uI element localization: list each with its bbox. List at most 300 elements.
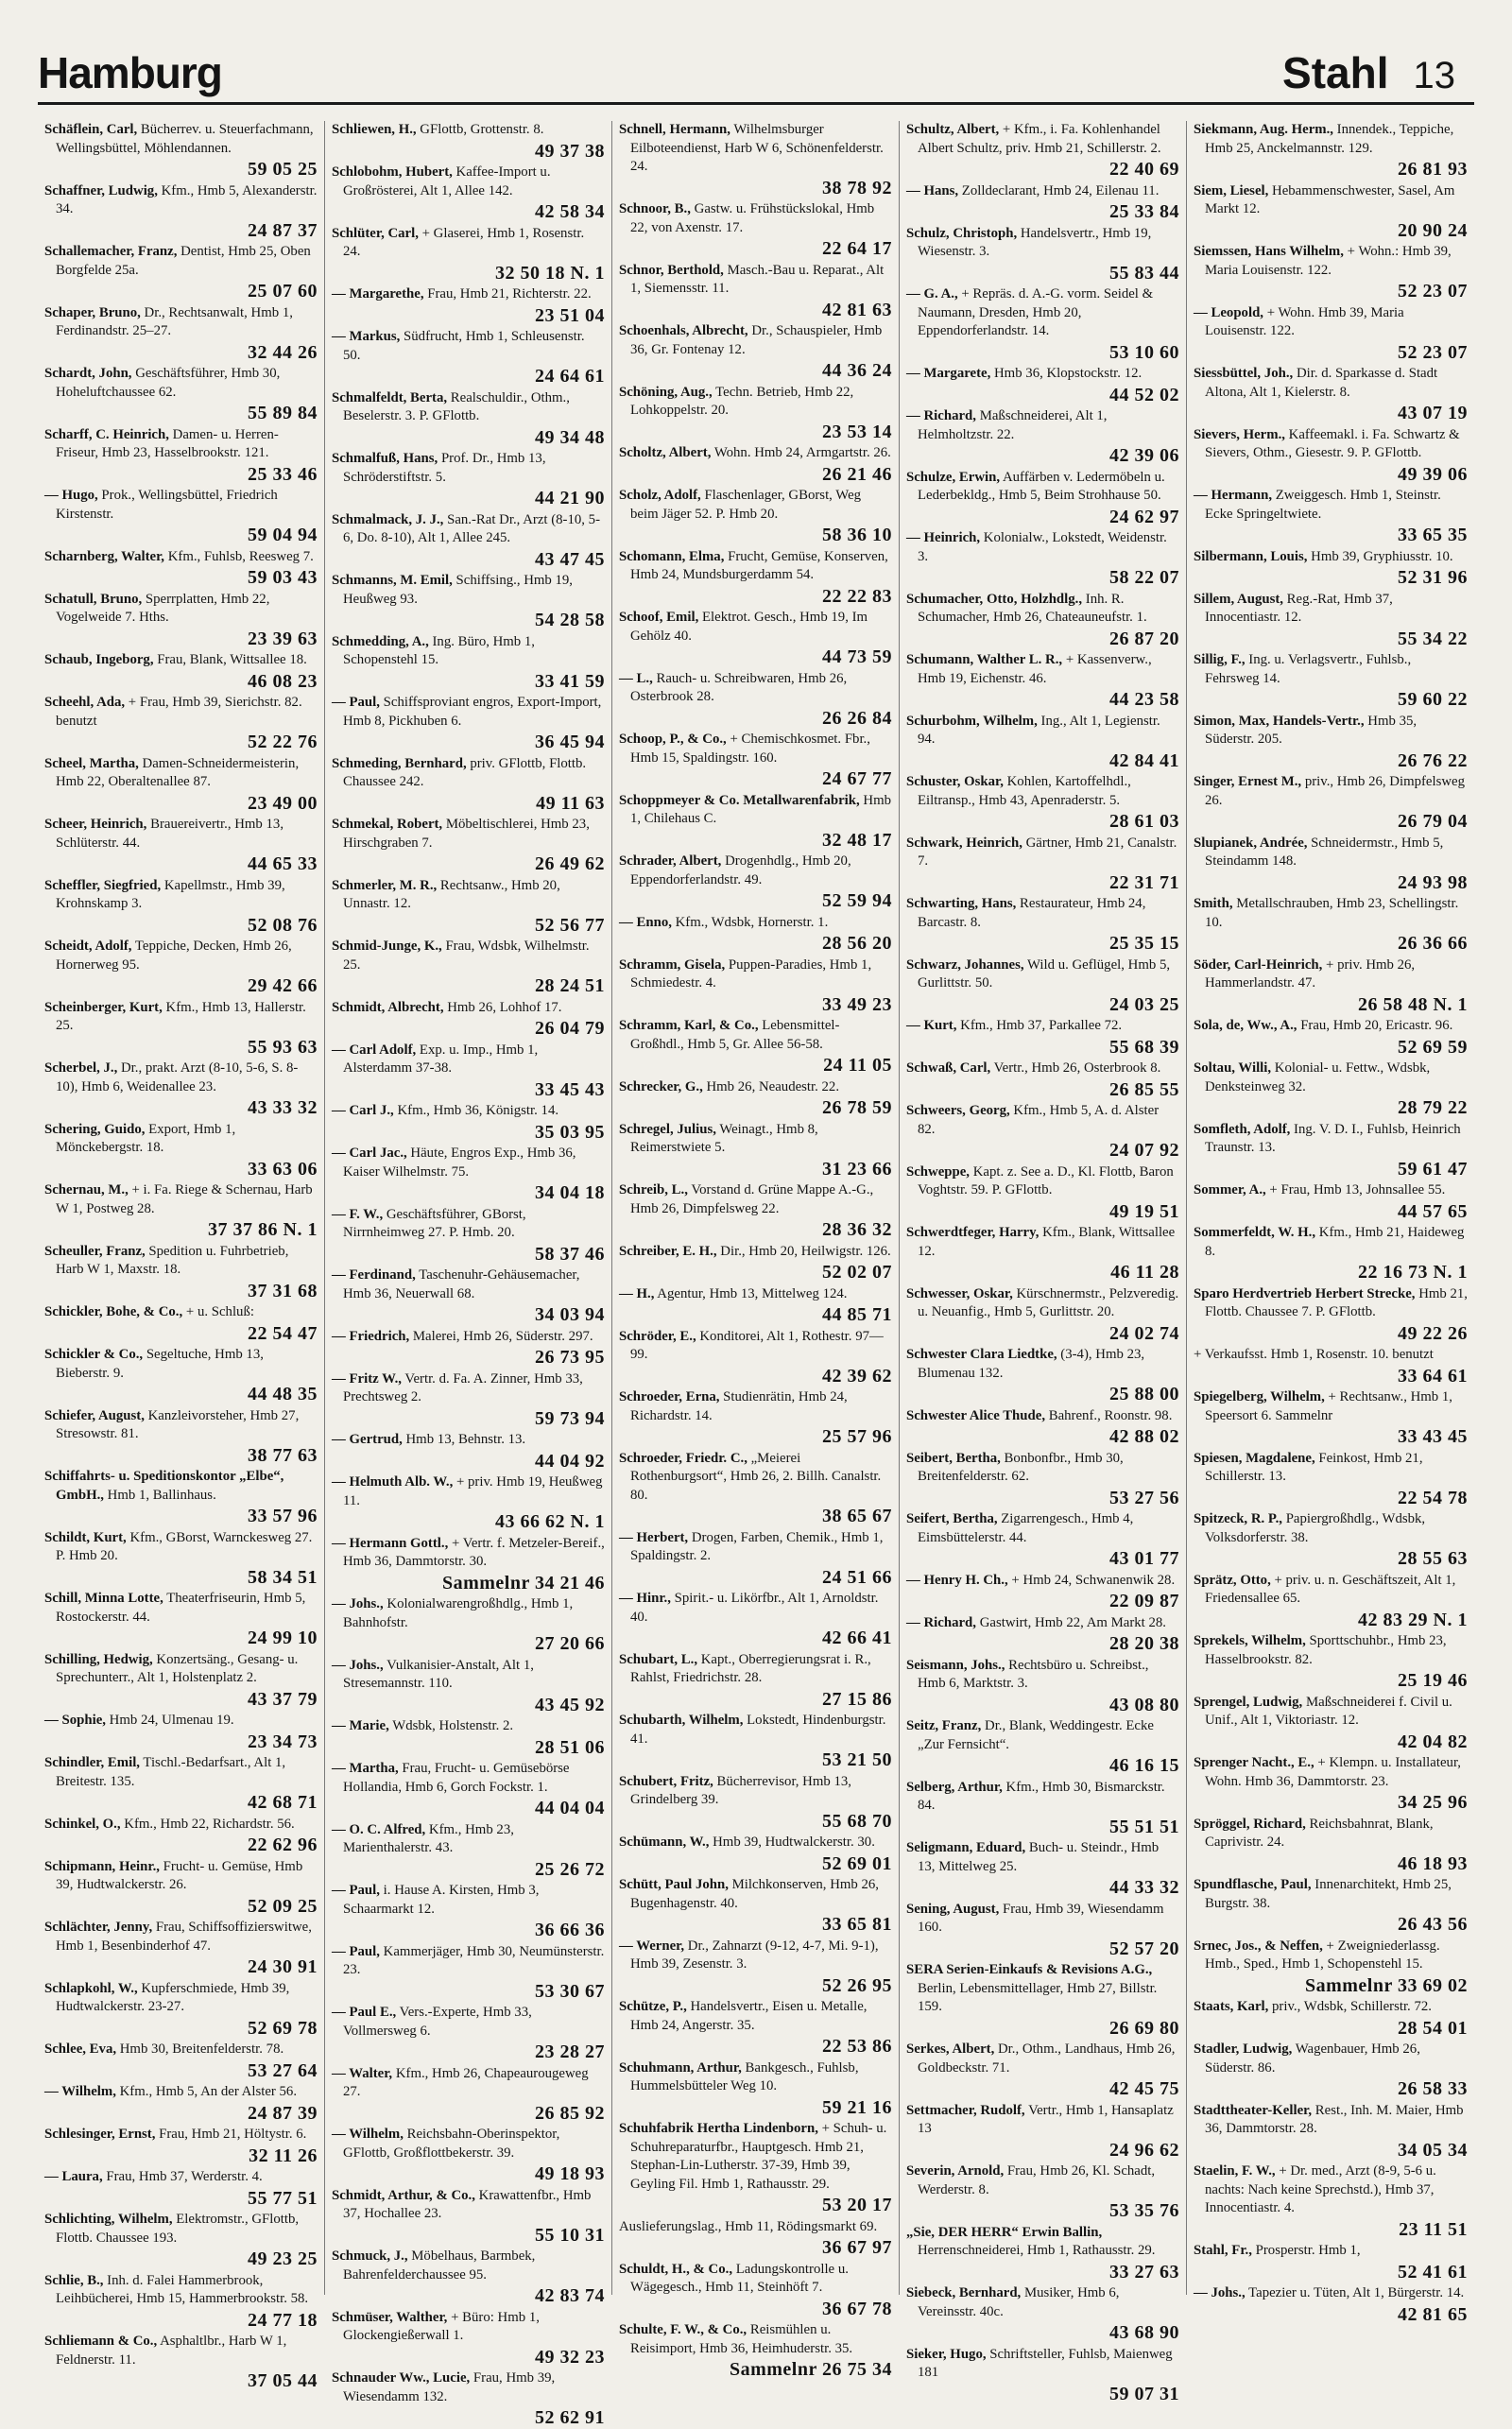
entry-details: Ing. V. D. I., Fuhlsb, Heinrich Traunstr. 13. <box>1205 1121 1461 1155</box>
entry-details: Frau, Hmb 21, Richterstr. 22. <box>423 286 592 301</box>
directory-entry <box>1194 182 1468 242</box>
entry-name: Schubart, L., <box>619 1651 698 1667</box>
directory-entry <box>906 773 1179 833</box>
entry-details: Hmb 36, Klopstockstr. 12. <box>990 366 1143 381</box>
entry-phone: 24 93 98 <box>1398 871 1468 893</box>
directory-entry <box>619 731 892 790</box>
directory-entry <box>332 1266 605 1326</box>
entry-details: Masch.-Bau u. Reparat., Alt 1, Siemensstr. 11. <box>630 262 885 296</box>
entry-phone: 42 04 82 <box>1398 1731 1468 1752</box>
entry-details: Kupferschmiede, Hmb 39, Hudtwalckerstr. 23-27. <box>56 1980 290 2014</box>
entry-details: + Repräs. d. A.-G. vorm. Seidel & Naumann, Dresden, Hmb 20, Eppendorferlandstr. 14. <box>918 286 1154 338</box>
entry-details: Gastwirt, Hmb 22, Am Markt 28. <box>976 1614 1166 1630</box>
entry-name: — Gertrud, <box>332 1432 403 1447</box>
entry-name: Soltau, Willi, <box>1194 1060 1272 1076</box>
entry-name: Schulte, F. W., & Co., <box>619 2322 747 2337</box>
entry-name: — Johs., <box>332 1657 384 1673</box>
entry-details: + Rechtsanw., Hmb 1, Speersort 6. Sammelnr <box>1205 1389 1452 1423</box>
directory-entry <box>1194 1017 1468 1059</box>
directory-entry <box>332 1328 605 1370</box>
entry-phone: 22 54 78 <box>1398 1487 1468 1508</box>
directory-entry <box>44 548 318 590</box>
entry-details: Frau, Schiffsoffizierswitwe, Hmb 1, Besenbinderhof 47. <box>56 1920 312 1954</box>
entry-details: Kaffee-Import u. Großrösterei, Alt 1, Allee 142. <box>343 164 551 198</box>
directory-entry <box>44 651 318 693</box>
entry-name: Schwerdtfeger, Harry, <box>906 1225 1040 1240</box>
entry-phone: 33 45 43 <box>535 1078 605 1100</box>
entry-name: Schaffner, Ludwig, <box>44 182 158 198</box>
entry-details: Kapt., Oberregierungsrat i. R., Rahlst, Friedrichstr. 28. <box>630 1651 871 1685</box>
entry-name: Schiffahrts- u. Speditionskontor „Elbe“, GmbH., <box>44 1469 284 1503</box>
entry-details: Flaschenlager, GBorst, Weg beim Jäger 52. P. Hmb 20. <box>630 488 862 522</box>
entry-details: + Klempn. u. Installateur, Wohn. Hmb 36, Dammtorstr. 23. <box>1205 1755 1461 1789</box>
entry-details: San.-Rat Dr., Arzt (8-10, 5-6, Do. 8-10), Alt 1, Allee 245. <box>343 511 601 545</box>
entry-details: Wagenbauer, Hmb 26, Süderstr. 86. <box>1205 2041 1420 2076</box>
entry-name: Seifert, Bertha, <box>906 1511 998 1526</box>
entry-name: Sieker, Hugo, <box>906 2346 987 2362</box>
entry-phone: 24 11 05 <box>823 1055 892 1076</box>
directory-entry <box>906 407 1179 467</box>
entry-details: Frau, Hmb 39, Wiesendamm 132. <box>343 2370 556 2404</box>
entry-details: + Wohn.: Hmb 39, Maria Louisenstr. 122. <box>1205 244 1452 278</box>
entry-name: Schroeder, Friedr. C., <box>619 1450 747 1466</box>
directory-entry <box>44 2083 318 2125</box>
entry-phone: 24 30 91 <box>248 1956 318 1977</box>
entry-name: Schwesser, Oskar, <box>906 1285 1013 1301</box>
directory-entry <box>332 1102 605 1144</box>
entry-name: Spundflasche, Paul, <box>1194 1877 1312 1892</box>
directory-entry <box>619 1450 892 1528</box>
entry-phone: 43 68 90 <box>1109 2322 1179 2343</box>
entry-phone: 34 03 94 <box>535 1304 605 1325</box>
entry-details: Frucht- u. Gemüse, Hmb 39, Hudtwalckerstr. 26. <box>56 1858 303 1892</box>
directory-entry <box>619 1938 892 1997</box>
entry-phone: 28 55 63 <box>1398 1548 1468 1569</box>
directory-entry <box>619 1876 892 1936</box>
directory-entry <box>44 1980 318 2040</box>
entry-phone: 55 93 63 <box>248 1036 318 1058</box>
entry-details: Hmb 26, Neaudestr. 22. <box>702 1078 840 1094</box>
entry-name: Schuhmann, Arthur, <box>619 2059 742 2076</box>
entry-details: Hmb 1, Ballinhaus. <box>103 1487 216 1503</box>
entry-details: Reismühlen u. Reisimport, Hmb 36, Heimhuderstr. 35. <box>630 2322 853 2356</box>
entry-details: Hmb 13, Behnstr. 13. <box>402 1432 526 1447</box>
entry-details: Kfm., Hmb 5, An der Alster 56. <box>115 2084 298 2099</box>
entry-details: Vorstand d. Grüne Mappe A.-G., Hmb 26, Dimpfelsweg 22. <box>630 1182 874 1216</box>
entry-phone: 32 44 26 <box>248 341 318 363</box>
entry-phone: 25 57 96 <box>822 1426 892 1447</box>
directory-entry <box>619 487 892 546</box>
directory-entry <box>1194 304 1468 364</box>
directory-entry <box>1194 1510 1468 1570</box>
directory-entry <box>332 877 605 937</box>
entry-details: Kammerjäger, Hmb 30, Neumünsterstr. 23. <box>343 1943 605 1977</box>
directory-entry <box>332 1145 605 1204</box>
entry-name: — Markus, <box>332 329 401 344</box>
entry-name: Settmacher, Rudolf, <box>906 2102 1025 2118</box>
directory-entry <box>906 2284 1179 2344</box>
entry-phone: 25 26 72 <box>535 1858 605 1880</box>
entry-phone: 26 21 46 <box>822 463 892 485</box>
entry-name: — Ferdinand, <box>332 1267 416 1283</box>
entry-phone: 44 52 02 <box>1109 384 1179 405</box>
entry-name: — Johs., <box>332 1596 384 1611</box>
entry-name: — Kurt, <box>906 1018 957 1033</box>
entry-name: Somfleth, Adolf, <box>1194 1121 1291 1137</box>
entry-name: Spiesen, Magdalene, <box>1194 1450 1315 1466</box>
entry-details: Sporttschuhbr., Hmb 23, Hasselbrookstr. 82. <box>1205 1633 1447 1667</box>
entry-name: Schumacher, Otto, Holzhdlg., <box>906 591 1083 607</box>
entry-name: Smith, <box>1194 896 1233 911</box>
directory-entry <box>44 755 318 815</box>
entry-phone: 52 23 07 <box>1398 281 1468 301</box>
entry-phone: 33 27 63 <box>1109 2261 1179 2283</box>
entry-phone: 52 56 77 <box>535 914 605 936</box>
entry-details: Damen- u. Herren-Friseur, Hmb 23, Hasselbrookstr. 121. <box>56 426 279 460</box>
directory-entry <box>44 1816 318 1857</box>
entry-name: Spiegelberg, Wilhelm, <box>1194 1389 1325 1404</box>
entry-phone: 44 73 59 <box>822 646 892 667</box>
entry-phone: 28 61 03 <box>1109 811 1179 832</box>
entry-details: Maßschneiderei, Alt 1, Helmholtzstr. 22. <box>918 408 1108 442</box>
entry-details: Geschäftsführer, GBorst, Nirrnheimweg 27. P. Hmb. 20. <box>343 1206 526 1240</box>
directory-entry <box>906 713 1179 772</box>
entry-phone: 49 23 25 <box>248 2248 318 2269</box>
entry-phone: 44 57 65 <box>1398 1200 1468 1222</box>
entry-phone: 25 19 46 <box>1398 1670 1468 1691</box>
directory-entry <box>619 609 892 668</box>
entry-name: Sommerfeldt, W. H., <box>1194 1225 1316 1240</box>
directory-entry <box>332 121 605 163</box>
entry-details: Kolonial- u. Fettw., Wdsbk, Denksteinweg 32. <box>1205 1060 1431 1094</box>
directory-entry <box>619 1773 892 1833</box>
entry-phone: 43 01 77 <box>1109 1548 1179 1569</box>
entry-name: — Richard, <box>906 408 976 423</box>
entry-phone: 20 90 24 <box>1398 219 1468 241</box>
directory-entry <box>906 2224 1179 2283</box>
directory-entry <box>906 1510 1179 1570</box>
entry-name: Schmekal, Robert, <box>332 817 443 832</box>
directory-entry <box>332 1882 605 1941</box>
entry-details: Weinagt., Hmb 8, Reimerstwiete 5. <box>630 1121 818 1155</box>
directory-entry <box>906 121 1179 181</box>
entry-phone: 44 33 32 <box>1109 1877 1179 1898</box>
entry-name: Severin, Arnold, <box>906 2163 1005 2179</box>
directory-entry <box>1194 895 1468 955</box>
directory-entry <box>44 2333 318 2392</box>
entry-name: Schmalmack, J. J., <box>332 511 444 527</box>
entry-phone: 55 10 31 <box>535 2224 605 2246</box>
directory-entry <box>906 1285 1179 1345</box>
directory-entry <box>44 938 318 997</box>
directory-entry <box>906 591 1179 650</box>
entry-name: — Paul, <box>332 1943 380 1959</box>
entry-name: Scheer, Heinrich, <box>44 817 147 832</box>
entry-name: Sening, August, <box>906 1901 1000 1917</box>
entry-details: Papiergroßhdlg., Wdsbk, Volksdorferstr. 38. <box>1205 1511 1426 1545</box>
directory-entry <box>1194 651 1468 711</box>
directory-entry <box>906 895 1179 955</box>
entry-name: — Richard, <box>906 1614 976 1630</box>
entry-details: Kolonialwarengroßhdlg., Hmb 1, Bahnhofstr. <box>343 1596 574 1630</box>
directory-entry <box>1194 1285 1468 1345</box>
entry-phone: 49 18 93 <box>535 2163 605 2184</box>
entry-phone: 26 43 56 <box>1398 1914 1468 1935</box>
entry-phone: 37 31 68 <box>248 1280 318 1301</box>
entry-name: — Paul, <box>332 695 380 710</box>
entry-phone: 53 21 50 <box>822 1749 892 1770</box>
entry-phone: 26 49 62 <box>535 853 605 874</box>
entry-details: Südfrucht, Hmb 1, Schleusenstr. 50. <box>343 329 585 363</box>
entry-details: + Chemischkosmet. Fbr., Hmb 15, Spaldingstr. 160. <box>630 732 870 766</box>
entry-phone: 26 81 93 <box>1398 159 1468 180</box>
entry-name: Siebeck, Bernhard, <box>906 2285 1022 2300</box>
entry-phone: 44 04 92 <box>535 1450 605 1472</box>
directory-entry <box>44 591 318 650</box>
entry-name: Stahl, Fr., <box>1194 2243 1252 2258</box>
directory-entry <box>332 755 605 815</box>
entry-details: Sperrplatten, Hmb 22, Vogelweide 7. Hths. <box>56 591 270 625</box>
entry-name: Schmidt, Arthur, & Co., <box>332 2187 475 2203</box>
entry-details: Dr., Othm., Landhaus, Hmb 26, Goldbeckstr. 71. <box>918 2041 1176 2076</box>
entry-details: Dir. d. Sparkasse d. Stadt Altona, Alt 1, Kielerstr. 8. <box>1205 366 1438 400</box>
entry-phone: 25 35 15 <box>1109 933 1179 954</box>
entry-details: Puppen-Paradies, Hmb 1, Schmiedestr. 4. <box>630 956 872 991</box>
entry-details: Hmb 1, Chilehaus C. <box>630 792 891 826</box>
entry-phone: 59 73 94 <box>535 1407 605 1429</box>
entry-details: Musiker, Hmb 6, Vereinsstr. 40c. <box>918 2285 1120 2319</box>
entry-details: Dr., Rechtsanwalt, Hmb 1, Ferdinandstr. 25–27. <box>56 304 293 338</box>
entry-details: Restaurateur, Hmb 24, Barcastr. 8. <box>918 896 1146 930</box>
entry-details: Buch- u. Steindr., Hmb 13, Mittelweg 25. <box>918 1840 1160 1874</box>
entry-details: Frau, Frucht- u. Gemüsebörse Hollandia, Hmb 6, Gorch Fockstr. 1. <box>343 1761 570 1795</box>
entry-phone: 23 49 00 <box>248 792 318 814</box>
entry-name: Schill, Minna Lotte, <box>44 1591 163 1606</box>
entry-name: — G. A., <box>906 286 958 301</box>
entry-phone: 24 64 61 <box>535 366 605 387</box>
entry-details: Prok., Wellingsbüttel, Friedrich Kirstenstr. <box>56 488 278 522</box>
directory-entry <box>1194 2242 1468 2283</box>
entry-name: Spitzeck, R. P., <box>1194 1511 1282 1526</box>
directory-entry <box>906 1163 1179 1223</box>
entry-details: Kfm., Fuhlsb, Reesweg 7. <box>164 548 314 564</box>
entry-details: Dir., Hmb 20, Heilwigstr. 126. <box>716 1243 891 1259</box>
directory-entry <box>619 1834 892 1875</box>
directory-entry <box>332 1657 605 1716</box>
entry-details: Häute, Engros Exp., Hmb 36, Kaiser Wilhelmstr. 75. <box>343 1146 576 1180</box>
directory-entry <box>619 792 892 852</box>
entry-details: Techn. Betrieb, Hmb 22, Lohkoppelstr. 20. <box>630 384 854 418</box>
directory-entry <box>906 1901 1179 1960</box>
directory-entry <box>44 1303 318 1345</box>
entry-name: Schinkel, O., <box>44 1816 121 1832</box>
directory-entry <box>619 1712 892 1771</box>
entry-details: Spirit.- u. Likörfbr., Alt 1, Arnoldstr. 40. <box>630 1591 879 1625</box>
entry-phone: 31 23 66 <box>822 1158 892 1180</box>
entry-phone: 55 89 84 <box>248 403 318 423</box>
entry-details: Lokstedt, Hindenburgstr. 41. <box>630 1713 886 1747</box>
directory-entry <box>44 182 318 242</box>
entry-details: Realschuldir., Othm., Beselerstr. 3. P. GFlottb. <box>343 389 570 423</box>
entry-phone: 27 20 66 <box>535 1633 605 1654</box>
entry-name: Schindler, Emil, <box>44 1755 140 1770</box>
entry-name: Siessbüttel, Joh., <box>1194 366 1294 381</box>
entry-phone: 26 69 80 <box>1109 2017 1179 2039</box>
entry-name: Schardt, John, <box>44 366 132 381</box>
entry-name: Schmalfuß, Hans, <box>332 451 438 466</box>
entry-details: Schiffsing., Hmb 19, Heußweg 93. <box>343 573 574 607</box>
entry-details: Kfm., GBorst, Warnckesweg 27. P. Hmb 20. <box>56 1529 313 1563</box>
entry-name: Schultz, Albert, <box>906 122 1000 137</box>
entry-name: Serkes, Albert, <box>906 2041 995 2057</box>
entry-name: Staelin, F. W., <box>1194 2163 1276 2179</box>
entry-name: — Margarete, <box>906 366 991 381</box>
entry-phone: Sammelnr 26 75 34 <box>729 2359 892 2380</box>
directory-entry <box>1194 1632 1468 1692</box>
entry-phone: 22 62 96 <box>248 1835 318 1855</box>
entry-phone: 23 51 04 <box>535 304 605 326</box>
entry-details: Kfm., Hmb 22, Richardstr. 56. <box>120 1816 295 1832</box>
directory-entry <box>44 1919 318 1978</box>
directory-entry <box>619 121 892 199</box>
directory-entry <box>906 365 1179 406</box>
entry-details: Damen-Schneidermeisterin, Hmb 22, Oberaltenallee 87. <box>56 755 300 789</box>
directory-entry <box>44 1590 318 1649</box>
entry-details: Kfm., Hmb 26, Chapeaurougeweg 27. <box>343 2065 589 2099</box>
entry-name: Schoenhals, Albrecht, <box>619 323 748 338</box>
directory-entry <box>1194 243 1468 302</box>
entry-name: SERA Serien-Einkaufs & Revisions A.G., <box>906 1962 1153 1977</box>
entry-details: Dr., Zahnarzt (9-12, 4-7, Mi. 9-1), Hmb 39, Zesenstr. 3. <box>630 1938 879 1972</box>
directory-entry <box>619 1529 892 1589</box>
entry-details: Hebammenschwester, Sasel, Am Markt 12. <box>1205 182 1455 216</box>
entry-phone: 49 22 26 <box>1398 1322 1468 1344</box>
entry-name: Schlobohm, Hubert, <box>332 164 453 180</box>
directory-entry <box>1194 1938 1468 1997</box>
directory-entry <box>332 1943 605 2003</box>
entry-phone: 27 15 86 <box>822 1688 892 1710</box>
directory-entry <box>332 164 605 223</box>
entry-phone: 22 22 83 <box>822 585 892 607</box>
entry-phone: 52 62 91 <box>535 2407 605 2428</box>
entry-name: — Marie, <box>332 1718 389 1733</box>
entry-name: Schroeder, Erna, <box>619 1389 720 1404</box>
entry-details: Konzertsäng., Gesang- u. Sprechunterr., Alt 1, Holstenplatz 2. <box>56 1651 299 1685</box>
entry-details: Kapt. z. See a. D., Kl. Flottb, Baron Voghtstr. 59. P. GFlottb. <box>918 1163 1174 1197</box>
entry-name: Schaub, Ingeborg, <box>44 652 154 667</box>
entry-details: Wilhelmsburger Eilboteendienst, Harb W 6, Schönenfelderstr. 24. <box>630 122 884 174</box>
directory-entry <box>619 956 892 1016</box>
entry-details: Hmb 24, Ulmenau 19. <box>105 1713 234 1728</box>
entry-details: Vers.-Experte, Hmb 33, Vollmersweg 6. <box>343 2005 532 2039</box>
entry-name: — Herbert, <box>619 1529 689 1545</box>
entry-details: Inh. d. Falei Hammerbrook, Leihbücherei, Hmb 15, Hammerbrookstr. 58. <box>56 2272 309 2306</box>
entry-name: Scheinberger, Kurt, <box>44 999 163 1015</box>
entry-details: Ladungskontrolle u. Wägegesch., Hmb 11, Steinhöft 7. <box>630 2261 849 2295</box>
entry-phone: 36 67 97 <box>822 2237 892 2258</box>
entry-phone: 43 08 80 <box>1109 1694 1179 1715</box>
page-number: 13 <box>1413 55 1455 96</box>
directory-entry <box>619 1328 892 1387</box>
entry-phone: Sammelnr 33 69 02 <box>1304 1974 1468 1996</box>
entry-phone: 49 11 63 <box>536 792 605 814</box>
entry-phone: 26 78 59 <box>822 1097 892 1118</box>
directory-entry <box>44 1858 318 1918</box>
entry-details: + Dr. med., Arzt (8-9, 5-6 u. nachts: Nach keine Sprechstd.), Hmb 37, Innocentiastr. 4. <box>1205 2163 1436 2215</box>
entry-name: Schulz, Christoph, <box>906 225 1018 241</box>
entry-phone: 53 35 76 <box>1109 2200 1179 2221</box>
directory-entry <box>44 1407 318 1467</box>
directory-entry <box>619 914 892 956</box>
entry-details: Herrenschneiderei, Hmb 1, Rathausstr. 29. <box>918 2243 1156 2258</box>
entry-name: Schallemacher, Franz, <box>44 244 178 259</box>
entry-name: Schmüser, Walther, <box>332 2309 448 2325</box>
directory-entry <box>332 1431 605 1473</box>
entry-phone: 42 83 29 N. 1 <box>1358 1609 1468 1630</box>
entry-details: + Hmb 24, Schwanenwik 28. <box>1007 1572 1176 1588</box>
entry-details: Lebensmittel-Großhdl., Hmb 5, Gr. Allee 56-58. <box>630 1018 840 1052</box>
directory-entry <box>906 1839 1179 1899</box>
directory-entry <box>1194 2041 1468 2100</box>
entry-name: Sprekels, Wilhelm, <box>1194 1633 1306 1648</box>
directory-entry <box>332 2065 605 2125</box>
entry-phone: 24 87 39 <box>248 2102 318 2124</box>
entry-phone: 33 63 06 <box>248 1158 318 1180</box>
entry-phone: 32 48 17 <box>822 829 892 851</box>
entry-details: Handelsvertr., Eisen u. Metalle, Hmb 24, Angerstr. 35. <box>630 1999 868 2033</box>
entry-phone: Sammelnr 34 21 46 <box>441 1572 605 1593</box>
directory-column <box>900 121 1187 2404</box>
directory-entry <box>332 1595 605 1655</box>
directory-entry <box>44 1754 318 1814</box>
entry-phone: 53 27 56 <box>1109 1487 1179 1508</box>
entry-details: Reichsbahnrat, Blank, Caprivistr. 24. <box>1205 1816 1434 1850</box>
directory-entry <box>1194 773 1468 833</box>
entry-name: Sprenger Nacht., E., <box>1194 1755 1314 1770</box>
entry-name: Schipmann, Heinr., <box>44 1858 160 1874</box>
entry-name: Schmalfeldt, Berta, <box>332 389 448 405</box>
entry-phone: 46 18 93 <box>1398 1852 1468 1874</box>
entry-details: Vertr., Hmb 1, Hansaplatz 13 <box>918 2102 1174 2136</box>
entry-details: Malerei, Hmb 26, Süderstr. 297. <box>409 1328 593 1344</box>
entry-details: Kfm., Hmb 21, Haideweg 8. <box>1205 1225 1465 1259</box>
entry-phone: 49 19 51 <box>1109 1200 1179 1222</box>
directory-column <box>1187 121 1474 2325</box>
directory-entry <box>1194 1059 1468 1119</box>
directory-entry <box>44 487 318 546</box>
directory-entry <box>332 816 605 875</box>
entry-phone: 44 36 24 <box>822 360 892 381</box>
entry-phone: 53 27 64 <box>248 2059 318 2081</box>
directory-entry <box>906 2346 1179 2405</box>
entry-name: — Enno, <box>619 914 672 930</box>
entry-name: — Wilhelm, <box>44 2084 116 2099</box>
entry-phone: 44 85 71 <box>822 1304 892 1325</box>
entry-name: Spröggel, Richard, <box>1194 1816 1306 1832</box>
entry-name: Schlächter, Jenny, <box>44 1920 153 1935</box>
entry-phone: 52 69 01 <box>822 1852 892 1874</box>
entry-name: — Wilhelm, <box>332 2127 404 2142</box>
directory-entry <box>332 2004 605 2063</box>
entry-name: — Henry H. Ch., <box>906 1572 1008 1588</box>
directory-entry <box>906 1450 1179 1509</box>
entry-name: Schlüter, Carl, <box>332 225 419 241</box>
entry-details: Auslieferungslag., Hmb 11, Rödingsmarkt 69. <box>619 2218 878 2234</box>
entry-details: Frau, Hmb 20, Ericastr. 96. <box>1297 1018 1453 1033</box>
entry-phone: 37 37 86 N. 1 <box>208 1219 318 1240</box>
entry-phone: 52 31 96 <box>1398 567 1468 588</box>
entry-details: Tischl.-Bedarfsart., Alt 1, Breitestr. 135. <box>56 1755 286 1789</box>
